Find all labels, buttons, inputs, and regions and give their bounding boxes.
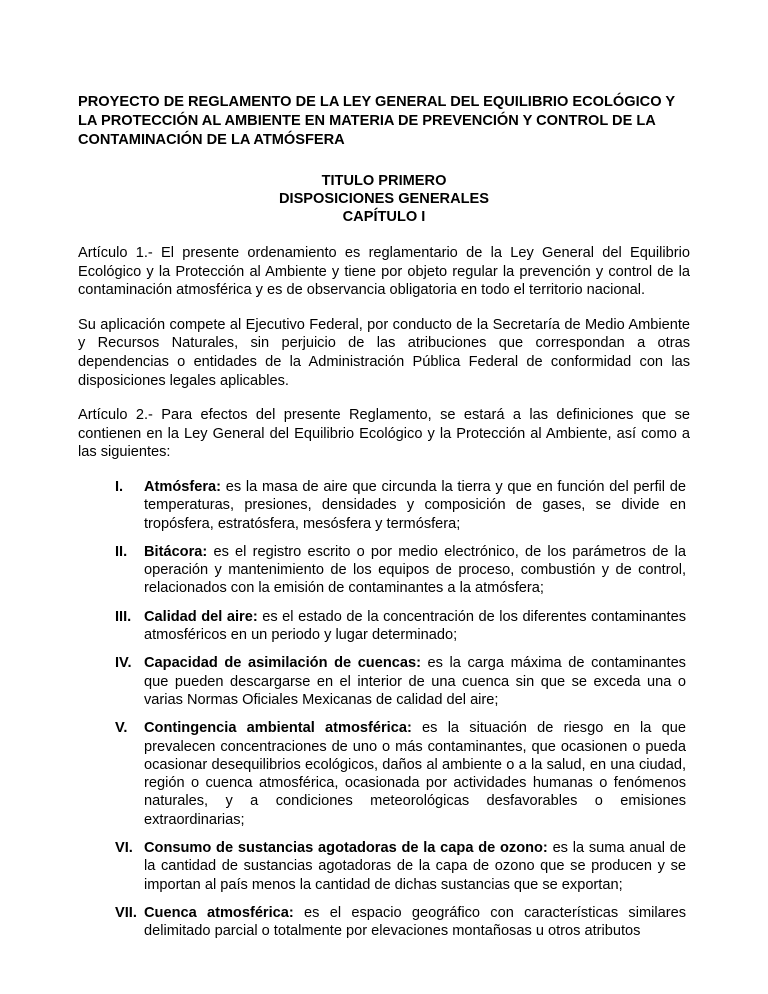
definition-text: es el espacio geográfico con características similares delimitado parcial o totalmente por elevaciones montañosas u otros atributos	[144, 904, 686, 940]
definition-term: Atmósfera:	[144, 478, 226, 495]
definitions-list	[78, 478, 690, 941]
definition-text: es la situación de riesgo en la que prevalecen concentraciones de uno o más contaminantes, que ocasionen o pueda ocasionar desequilibrios ecológicos, daños al ambiente o a la salud, en una ciudad, región o cuenca atmosférica, ocasionada por actividades humanas o fenómenos naturales, y a condiciones meteorológicas desfavorables o emisiones extraordinarias;	[144, 720, 686, 828]
definition-text: es la carga máxima de contaminantes que pueden descargarse en el interior de una cuenca sin que se exceda una o varias Normas Oficiales Mexicanas de calidad del aire;	[144, 655, 686, 708]
definition-term: Bitácora:	[144, 543, 214, 560]
definition-numeral: IV.	[115, 655, 132, 672]
definition-item	[78, 543, 690, 598]
definition-term: Contingencia ambiental atmosférica:	[144, 720, 423, 737]
document-title: PROYECTO DE REGLAMENTO DE LA LEY GENERAL DEL EQUILIBRIO ECOLÓGICO Y LA PROTECCIÓN AL AMBIENTE EN MATERIA DE PREVENCIÓN Y CONTROL DE LA CONTAMINACIÓN DE LA ATMÓSFERA	[78, 94, 675, 148]
disposiciones-heading: DISPOSICIONES GENERALES	[278, 191, 490, 207]
definition-term: Calidad del aire:	[144, 608, 263, 625]
definition-text: es el estado de la concentración de los diferentes contaminantes atmosféricos en un periodo y lugar determinado;	[144, 608, 686, 644]
definition-item	[78, 654, 690, 709]
definition-numeral: V.	[115, 720, 128, 737]
definition-item	[78, 904, 690, 941]
paragraph-aplicacion: Su aplicación compete al Ejecutivo Federal, por conducto de la Secretaría de Medio Ambiente y Recursos Naturales, sin perjuicio de las atribuciones que correspondan a otras dependencias o entidades de la Administración Pública Federal de conformidad con las disposiciones legales aplicables.	[78, 316, 690, 389]
definition-term: Cuenca atmosférica:	[144, 904, 305, 921]
definition-item	[78, 839, 690, 894]
definition-item	[78, 719, 690, 829]
definition-text: es el registro escrito o por medio electrónico, de los parámetros de la operación y mantenimiento de los equipos de proceso, combustión y de control, relacionados con la emisión de contaminantes a la atmósfera;	[144, 543, 687, 597]
definition-numeral: III.	[115, 608, 132, 625]
definition-item	[78, 478, 690, 533]
definition-numeral: VII.	[115, 904, 137, 921]
definition-numeral: I.	[115, 478, 124, 495]
definition-numeral: VI.	[115, 839, 133, 856]
definition-item	[78, 608, 690, 645]
capitulo-heading: CAPÍTULO I	[342, 209, 426, 225]
definition-text: es la suma anual de la cantidad de sustancias agotadoras de la capa de ozono que se producen y se importan al país menos la cantidad de dichas sustancias que se exportan;	[144, 839, 686, 893]
definition-term: Capacidad de asimilación de cuencas:	[144, 655, 428, 672]
section-heading	[78, 172, 690, 226]
titulo-heading: TITULO PRIMERO	[321, 173, 447, 189]
definition-numeral: II.	[115, 543, 128, 560]
paragraph-articulo-2: Artículo 2.- Para efectos del presente Reglamento, se estará a las definiciones que se contienen en la Ley General del Equilibrio Ecológico y la Protección al Ambiente, así como a las siguientes:	[78, 407, 690, 461]
definition-term: Consumo de sustancias agotadoras de la capa de ozono:	[144, 839, 553, 856]
paragraph-articulo-1: Artículo 1.- El presente ordenamiento es reglamentario de la Ley General del Equilibrio Ecológico y la Protección al Ambiente y tiene por objeto regular la prevención y control de la contaminación atmosférica y es de observancia obligatoria en todo el territorio nacional.	[78, 245, 690, 299]
definition-text: es la masa de aire que circunda la tierra y que en función del perfil de temperaturas, presiones, densidades y composición de gases, se divide en tropósfera, estratósfera, mesósfera y termósfera;	[144, 478, 686, 532]
